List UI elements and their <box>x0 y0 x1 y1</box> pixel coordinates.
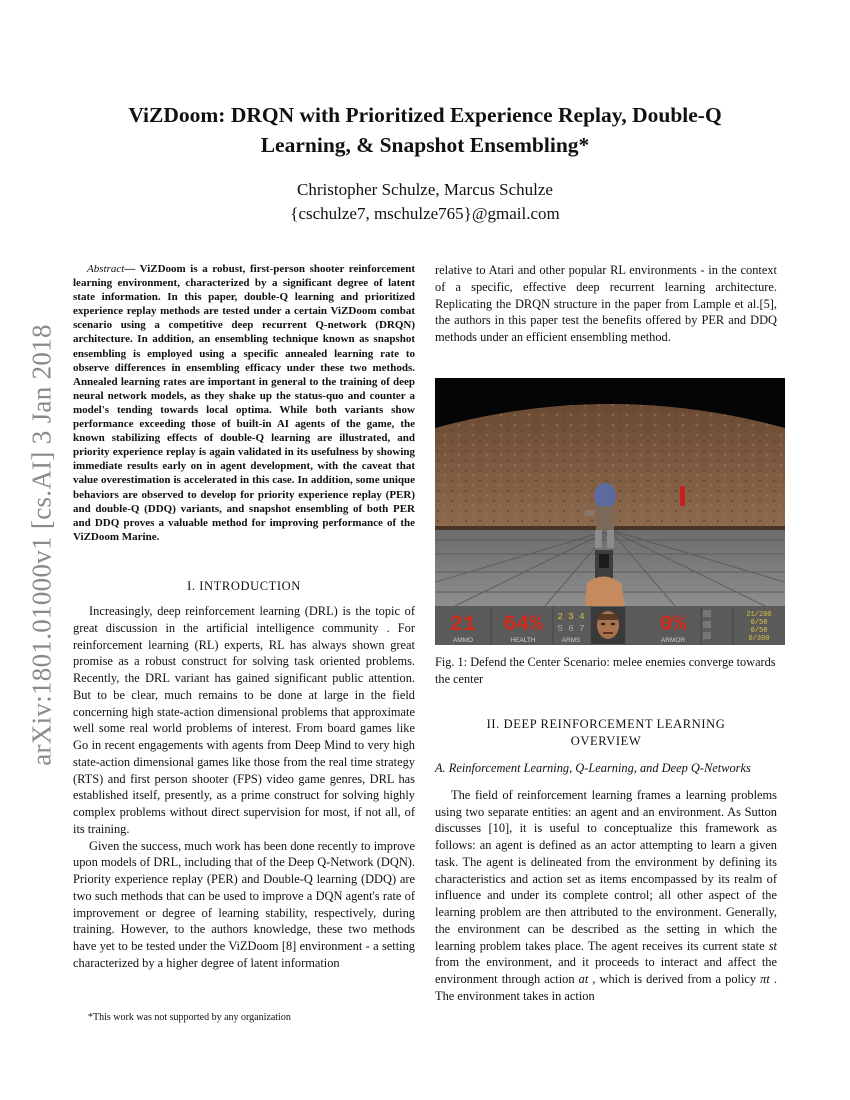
section-heading-line-1: II. DEEP REINFORCEMENT LEARNING <box>486 717 726 731</box>
intro-paragraph-2: Given the success, much work has been done recently to improve upon models of DRL, including that of the Deep Q-Network (DQN). Priority experience replay (PER) and Double-Q learning (DDQ) are two such methods that can be used to improve a DQN agent's rate of improvement or degree of learning stability, respectively, during training. However, to the authors knowledge, these two methods have yet to be tested under the ViZDoom [8] environment - a setting characterized by a higher degree of latent information <box>73 838 415 970</box>
hud-ammo-label: AMMO <box>452 637 474 644</box>
footnote: *This work was not supported by any organization <box>88 1012 291 1023</box>
paper-title: ViZDoom: DRQN with Prioritized Experience Replay, Double-Q Learning, & Snapshot Ensembling* <box>128 103 722 157</box>
section-2 <box>435 716 777 1005</box>
abstract-text: — ViZDoom is a robust, first-person shooter reinforcement learning environment, characterized by a significant degree of latent state information. In this paper, double-Q learning and prioritized experience replay methods are tested under a certain ViZDoom combat scenario using a competitive deep recurrent Q-network (DRQN) architecture. In addition, an ensembling technique known as snapshot ensembling is employed using a specific annealed learning rate to observe differences in ensembling efficacy under these two methods. Annealed learning rates are important in general to the training of deep neural network models, as they shake up the status-quo and counter a model's tending towards local optima. While both variants show performance exceeding those of built-in AI agents of the game, the known stabilizing effects of double-Q learning are illustrated, and priority experience replay is again validated in its usefulness by showing immediate results early on in agent development, with the caveat that value overestimation is accelerated in this case. In addition, some unique behaviors are observed to develop for priority experience replay (PER) and double-Q (DDQ) variants, and snapshot ensembling of both PER and DDQ proves a valuable method for improving performance of the ViZDoom Marine. <box>73 263 415 543</box>
author-names: Christopher Schulze, Marcus Schulze <box>297 180 553 199</box>
author-block <box>90 178 760 226</box>
hud-arms-label: ARMS <box>561 637 581 644</box>
symbol-policy: πt <box>760 972 770 986</box>
hud-count-cells: 0/300 <box>748 635 770 643</box>
hud-arms-bottom: 5 6 7 <box>557 624 585 634</box>
hud-arms-top: 2 3 4 <box>557 612 585 622</box>
section-heading-drl-overview <box>435 716 777 750</box>
hud-count-shells: 0/50 <box>750 619 768 627</box>
introduction-section <box>73 578 415 972</box>
intro-paragraph-1: Increasingly, deep reinforcement learning (DRL) is the topic of great discussion in the artificial intelligence community . For reinforcement learning (RL) experts, RL has always shown great promise as a robust construct for solving task oriented problems. Recently, the DRL variant has gained significant public attention. But to be clear, much remains to be done at large in the field concerning high state-action dimensional problems that approximate well some real world problems of interest. From board games like Go in recent engagements with agents from Deep Mind to very high state-action dimensional games like those from the real time strategy (RTS) and first person shooter (FPS) video game genres, DRL has established itself, presently, as a prime construct for solving highly complex problems without direct supervision for most, if not all, of its training. <box>73 604 415 836</box>
symbol-state: st <box>768 938 777 953</box>
distant-enemy <box>680 486 685 506</box>
hud-health-value: 64% <box>503 612 543 637</box>
section2-text-d: . The environment takes in action <box>435 972 777 1003</box>
figure-1-caption: Fig. 1: Defend the Center Scenario: melee enemies converge towards the center <box>435 655 776 686</box>
abstract <box>73 262 415 544</box>
subsection-heading: A. Reinforcement Learning, Q-Learning, and Deep Q-Networks <box>435 761 751 775</box>
intro-paragraph-3: relative to Atari and other popular RL environments - in the context of a specific, effective deep recurrent learning architecture. Replicating the DRQN structure in the paper from Lample et al.[5], the authors in this paper test the benefits offered by PER and DDQ methods under an efficient ensembling method. <box>435 263 777 344</box>
hud-armor-label: ARMOR <box>660 637 686 644</box>
hud-face <box>597 611 619 639</box>
author-emails: {cschulze7, mschulze765}@gmail.com <box>290 204 560 223</box>
arxiv-identifier: arXiv:1801.01000v1 [cs.AI] 3 Jan 2018 <box>26 324 57 766</box>
hud-count-bullets: 21/200 <box>746 611 772 619</box>
hud-count-rockets: 0/50 <box>750 627 768 635</box>
section2-text-b: from the environment, and it proceeds to interact and affect the environment through action <box>435 955 777 986</box>
figure-1-doom-screenshot <box>435 378 785 645</box>
section2-paragraph-1 <box>435 787 777 1005</box>
section2-text-a: The field of reinforcement learning frames a learning problems using two separate entities: an agent and an environment. As Sutton discusses [10], it is useful to conceptualize this framework as follows: an agent is defined as an actor attempting to learn a given task. The agent is delineated from the environment by defining its characteristics and action set as items encompassed by its realm of influence and under its complete control; all other aspect of the learning problem are then attributed to the environment. Generally, the environment can be described as the setting in which the learning problem takes place. The agent receives its current state <box>435 787 777 953</box>
hud-ammo-value: 21 <box>449 612 477 637</box>
section-heading-line-2: OVERVIEW <box>570 734 642 748</box>
intro-continuation <box>435 262 777 346</box>
abstract-lead: Abstract <box>87 263 125 275</box>
symbol-action: at <box>578 972 589 986</box>
section-heading-introduction: I. INTRODUCTION <box>187 579 301 593</box>
doom-scene-illustration <box>435 378 785 645</box>
hud-health-label: HEALTH <box>510 637 536 644</box>
section2-text-c: , which is derived from a policy <box>588 972 761 986</box>
hud-armor-value: 0% <box>659 612 687 637</box>
